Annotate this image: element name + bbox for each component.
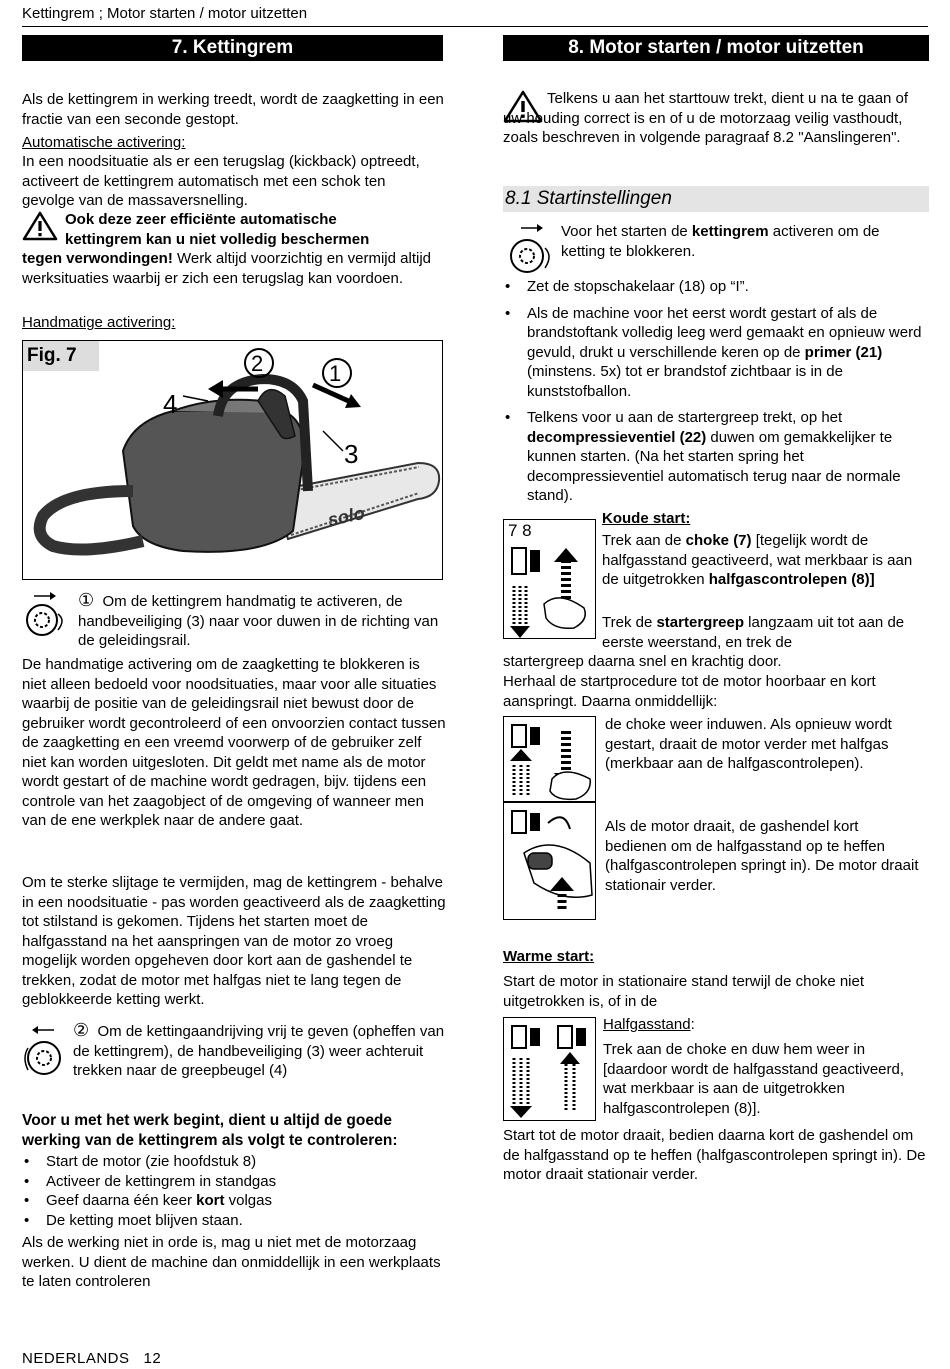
choke-in-text: de choke weer induwen. Als opnieuw wordt gestart, draait de motor verder met halfgas (merkbaar aan de halfgascontrolepen).: [605, 716, 892, 772]
step2-text: Om de kettingaandrijving vrij te geven (opheffen van de kettingrem), de handbeveiliging (3) weer achteruit trekken naar de greepbeugel (4): [73, 1023, 445, 1079]
manual-activation-paragraph: De handmatige activering om de zaagketting te blokkeren is niet alleen bedoeld voor noodsituaties, maar voor alle situaties waarbij de positie van de geleidingsrail niet bewust door de gebruiker wordt gecontroleerd of een onvoorzien contact tussen de zaagketting en een vreemd voorwerp of de gebruiker zelf niet kan worden uitgesloten. Dit geldt met name als de motor wordt gestart of de machine wordt gedragen, bijv. tijdens een controle van het zaagobject of de omgeving of wanneer men van de ene werkplek naar de andere gaat.: [22, 656, 446, 829]
start-settings-list: [503, 277, 927, 506]
check-heading: Voor u met het werk begint, dient u altijd de goede werking van de kettingrem als volgt te controleren:: [22, 1112, 398, 1149]
choke-pull-illustration: [504, 520, 596, 639]
cold-start-grip-cont: startergreep daarna snel en krachtig door.: [503, 653, 782, 670]
subsection-8-1-heading: 8.1 Startinstellingen: [503, 186, 929, 212]
warm-start-finish: Start tot de motor draait, bedien daarna kort de gashendel om de halfgasstand op te heffen (halfgascontrolepen springt in). De motor draait stationair verder.: [503, 1127, 926, 1183]
brake-instruction: [561, 222, 927, 261]
chain-release-icon: [20, 1018, 68, 1080]
b2-pre: Als de machine voor het eerst wordt gestart of als de brandstoftank volledig leeg werd gemaakt en opnieuw werd gevuld, drukt u verschillende keren op de: [527, 304, 922, 361]
engine-running-text: Als de motor draait, de gashendel kort bedienen om de halfgasstand op te heffen (halfgascontrolepen springt in). De motor draait stationair verder.: [605, 818, 919, 894]
warning-icon: [22, 211, 58, 241]
step2-paragraph: [73, 1021, 445, 1081]
warning-bold-line3: tegen verwondingen!: [22, 250, 173, 267]
cold-start-heading: Koude start:: [602, 510, 691, 527]
running-header: Kettingrem ; Motor starten / motor uitzetten: [22, 4, 928, 27]
chain-brake-icon: [20, 586, 68, 638]
throttle-illustration: [504, 803, 596, 920]
half-throttle-heading: Halfgasstand: [603, 1016, 691, 1033]
section-7-heading: 7. Kettingrem: [22, 35, 443, 61]
b3-bold: decompressieventiel (22): [527, 428, 707, 446]
check-item: • Activeer de kettingrem in standgas: [22, 1172, 446, 1192]
cold-p1-bold2: halfgascontrolepen (8)]: [708, 571, 875, 588]
b3-pre: Telkens voor u aan de startergreep trekt, op het: [527, 409, 843, 426]
list-item: [503, 408, 927, 506]
cold-p2-pre: Trek de: [602, 614, 657, 631]
chain-brake-icon: [503, 218, 555, 276]
figure-7-label: Fig. 7: [23, 341, 99, 371]
half-throttle-heading-line: [603, 1015, 695, 1035]
brand-label: solo: [326, 502, 367, 531]
step2-number: ②: [73, 1020, 90, 1040]
cold-p1-mid: [tegelijk wordt de halfgasstand geactiveerd, wat merkbaar is aan de uitgetrokken: [602, 532, 913, 588]
warm-start-text: Start de motor in stationaire stand terwijl de choke niet uitgetrokken is, of in de: [503, 973, 865, 1010]
throttle-figure: [503, 802, 596, 920]
cold-p1-bold1: choke (7): [685, 532, 752, 549]
step1-number: ①: [78, 590, 95, 610]
half-throttle-colon: :: [690, 1016, 695, 1033]
b2-post: (minstens. 5x) tot er brandstof zichtbaar is in de kunststofballon.: [527, 363, 843, 400]
cold-p2-bold: startergreep: [656, 614, 745, 631]
check-item-end: volgas: [224, 1192, 272, 1209]
brake-pre: Voor het starten de: [561, 223, 692, 240]
figure-marker-1: 1: [329, 361, 342, 386]
auto-activation-text: In een noodsituatie als er een terugslag (kickback) optreedt, activeert de kettingrem automatisch met een schok ten gevolge van de massaversnelling.: [22, 153, 420, 209]
figure-numbers: 7 8: [508, 521, 532, 540]
figure-marker-4: 4: [163, 389, 178, 419]
half-throttle-text: Trek aan de choke en duw hem weer in [daardoor wordt de halfgasstand geactiveerd, wat merkbaar is aan de uitgetrokken halfgascontrolepen (8)].: [603, 1041, 905, 1117]
manual-activation-heading: Handmatige activering:: [22, 314, 176, 331]
step1-text: Om de kettingrem handmatig te activeren, de handbeveiliging (3) naar voor duwen in de richting van de geleidingsrail.: [78, 593, 439, 649]
list-item: [503, 304, 927, 402]
check-item: [22, 1191, 446, 1211]
cold-start-choke: [602, 531, 924, 590]
cold-start-figure: [503, 519, 596, 639]
footer-language: NEDERLANDS: [22, 1350, 130, 1367]
warning-bold-line2: kettingrem kan u niet volledig beschermen: [65, 231, 370, 248]
check-item-bold: kort: [196, 1192, 225, 1209]
page-number: 12: [143, 1350, 162, 1367]
warm-start-heading: Warme start:: [503, 948, 595, 965]
check-item-text: Geef daarna één keer: [46, 1192, 197, 1209]
wear-paragraph: Om te sterke slijtage te vermijden, mag de kettingrem - behalve in een noodsituatie - pas worden geactiveerd als de zaagketting tot stilstand is gekomen. Tijdens het starten moet de halfgasstand na het aanspringen van de motor zo vroeg mogelijk worden opgeheven door kort aan de gashendel te trekken, zodat de motor met halfgas niet te lang tegen de geblokkeerde ketting werkt.: [22, 874, 446, 1008]
check-item: • De ketting moet blijven staan.: [22, 1211, 446, 1231]
b2-bold: primer (21): [804, 343, 883, 361]
brake-post: activeren om de ketting te blokkeren.: [561, 223, 880, 260]
closing-paragraph: Als de werking niet in orde is, mag u niet met de motorzaag werken. U dient de machine dan onmiddellijk in een werkplaats te laten controleren: [22, 1234, 441, 1290]
brake-bold: kettingrem: [691, 223, 769, 240]
chainsaw-illustration: [23, 341, 443, 580]
choke-push-illustration: [504, 717, 596, 802]
cold-p1-pre: Trek aan de: [602, 532, 686, 549]
auto-activation-heading: Automatische activering:: [22, 134, 186, 151]
figure-marker-3: 3: [344, 439, 359, 469]
warning-paragraph: [22, 249, 446, 288]
list-item: • Zet de stopschakelaar (18) op “I”.: [503, 277, 927, 297]
choke-in-figure: [503, 716, 596, 802]
warning-rest: Werk altijd voorzichtig en vermijd altijd werksituaties waarbij er zich een terugslag kan voordoen.: [22, 250, 431, 287]
cold-p2-post: langzaam uit tot aan de eerste weerstand, en trek de: [602, 614, 905, 651]
figure-7: [22, 340, 443, 580]
cold-start-grip: [602, 613, 924, 652]
check-list: [22, 1152, 446, 1230]
half-throttle-figure: [503, 1017, 596, 1121]
section-8-heading: 8. Motor starten / motor uitzetten: [503, 35, 929, 61]
b3-post: duwen om gemakkelijker te kunnen starten. (Na het starten spring het decompressieventiel automatisch terug naar de normale stand).: [527, 428, 901, 504]
start-warning-text: Telkens u aan het starttouw trekt, dient u na te gaan of uw houding correct is en of u de motorzaag veilig vasthoudt, zoals beschreven in volgende paragraaf 8.2 "Aanslingeren".: [503, 90, 909, 146]
half-throttle-illustration: [504, 1018, 596, 1121]
figure-marker-2: 2: [251, 351, 264, 376]
check-item: • Start de motor (zie hoofdstuk 8): [22, 1152, 446, 1172]
intro-text: Als de kettingrem in werking treedt, wordt de zaagketting in een fractie van een seconde gestopt.: [22, 91, 444, 128]
cold-start-repeat: Herhaal de startprocedure tot de motor hoorbaar en kort aanspringt. Daarna onmiddellijk:: [503, 673, 876, 710]
step1-paragraph: [78, 591, 446, 651]
warning-bold-line1: Ook deze zeer efficiënte automatische: [65, 211, 337, 228]
